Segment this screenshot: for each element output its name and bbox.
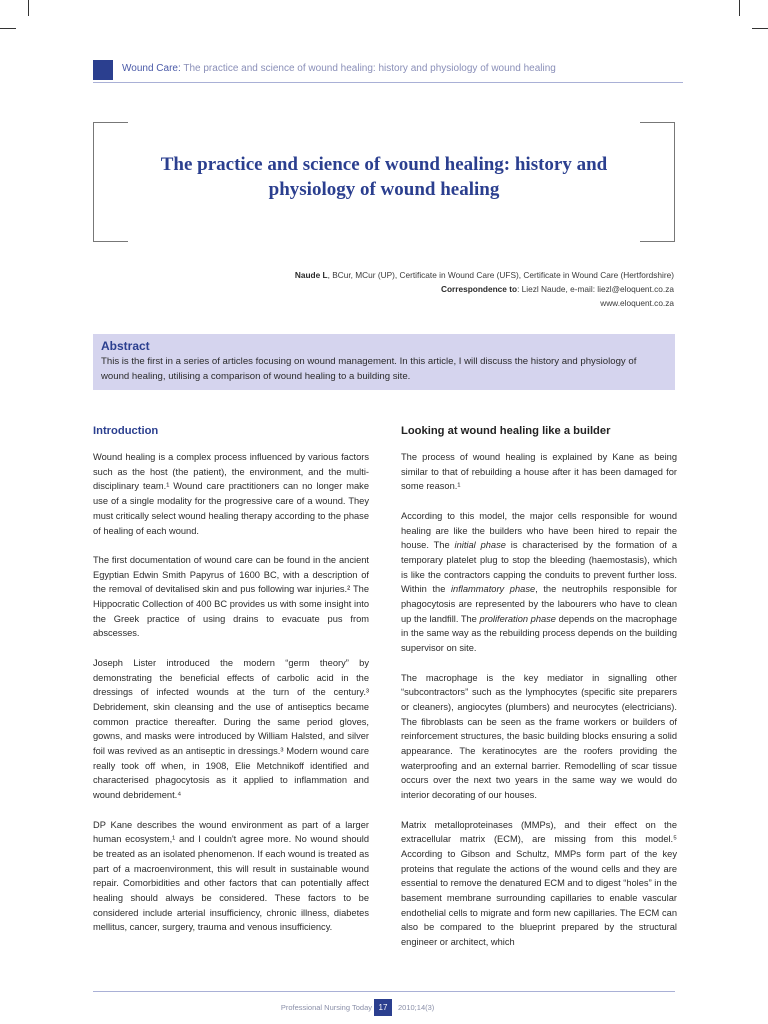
paragraph: Joseph Lister introduced the modern “germ theory” by demonstrating the beneficial effects of carbolic acid in the dressings of infected wounds at the turn of the century.³ Debridement, skin cleansing and the use of antiseptics became common practice thereafter. During the same period gloves, gowns, and masks were introduced by William Halsted, and silver foil was revived as an antiseptic in dressings.³ Modern wound care really took off when, in 1908, Elie Metchnikoff identified and characterised phagocytosis as it applied to inflammation and wound debridement.⁴ <box>93 657 369 801</box>
running-head-title: The practice and science of wound healing: history and physiology of wound healing <box>183 63 556 74</box>
running-head-lead: Wound Care: <box>122 63 181 74</box>
website-link[interactable]: www.eloquent.co.za <box>600 298 674 308</box>
term-initial-phase: initial phase <box>454 540 506 551</box>
page-footer <box>0 999 768 1019</box>
article-title: The practice and science of wound healing: history and physiology of wound healing <box>160 154 608 200</box>
title-box <box>93 122 675 240</box>
paragraph: The process of wound healing is explained by Kane as being similar to that of rebuilding a house after it has been damaged for some reason.¹ <box>401 452 677 492</box>
paragraph: DP Kane describes the wound environment as part of a larger human ecosystem,¹ and I couldn't agree more. No wound should be treated as an isolated phenomenon. If each wound is treated as part of a macroenvironment, this will result in sustainable wound repair. Comorbidities and other factors that can potentially affect healing should always be considered. These factors to be considered include arterial insufficiency, chronic illness, diabetes mellitus, cancer, surgery, trauma and venous insufficiency. <box>93 819 369 933</box>
right-column <box>401 422 677 965</box>
author-name: Naude L <box>294 270 328 280</box>
paragraph: Wound healing is a complex process influenced by various factors such as the host (the patient), the environment, and the multi-disciplinary team.¹ Wound care practitioners can no longer make use of a single modality for the progressive care of a wound. They must critically select wound healing therapy according to the phase of healing of each wound. <box>93 452 369 536</box>
paragraph: The first documentation of wound care can be found in the ancient Egyptian Edwin Smith Papyrus of 1600 BC, with a description of the removal of devitalised skin and pus following war injuries.² The Hippocratic Collection of 400 BC provides us with some insight into the Greek practice of using drains to evacuate pus from abscesses. <box>93 554 369 639</box>
abstract-box <box>93 334 675 390</box>
paragraph: Matrix metalloproteinases (MMPs), and their effect on the extracellular matrix (ECM), are missing from this model.⁵ According to Gibson and Schultz, MMPs form part of the key proteins that regulate the actions of the wound cells and they are essential to remove the denatured ECM and to digest “holes” in the basement membrane surrounding capillaries to enable vascular endothelial cells to migrate and form new capillaries. The ECM can also be compared to the blueprint prepared by the structural engineer or architect, which <box>401 819 677 948</box>
term-proliferation-phase: proliferation phase <box>479 613 556 624</box>
correspondence-line <box>295 282 674 296</box>
page-number: 17 <box>374 999 392 1016</box>
author-byline <box>295 268 674 310</box>
crop-mark <box>739 0 740 16</box>
left-column <box>93 422 369 950</box>
paragraph: The macrophage is the key mediator in signalling other “subcontractors” such as the lymphocytes (specific site preparers or cleaners), angiocytes (plumbers) and neurocytes (electricians). The fibroblasts can be seen as the frame workers or builders of reinforcement structures, the basic building blocks ensuring a solid appearance. The keratinocytes are the roofers providing the waterproofing and an external barrier. Remodelling of scar tissue occurs over the next two years in the same way we would do interior decorating of our houses. <box>401 672 677 801</box>
builder-heading: Looking at wound healing like a builder <box>401 425 611 437</box>
title-bracket-right <box>640 122 675 242</box>
correspondence-email[interactable]: : Liezl Naude, e-mail: liezl@eloquent.co.za <box>517 284 674 294</box>
crop-mark <box>752 28 768 29</box>
running-head-text <box>122 63 556 74</box>
journal-name: Professional Nursing Today <box>280 1003 372 1012</box>
abstract-text: This is the first in a series of articles focusing on wound management. In this article, I will discuss the history and physiology of wound healing, utilising a comparison of wound healing to a building site. <box>101 356 637 382</box>
term-inflammatory-phase: inflammatory phase <box>450 584 536 595</box>
author-line <box>295 268 674 282</box>
introduction-heading: Introduction <box>93 425 159 437</box>
header-rule <box>93 82 683 83</box>
section-marker-square <box>93 60 113 80</box>
footer-rule <box>93 991 675 992</box>
abstract-heading: Abstract <box>101 339 150 353</box>
crop-mark <box>0 28 16 29</box>
paragraph: According to this model, the major cells responsible for wound healing are like the builders who have been hired to repair the house. The initial phase is characterised by the formation of a temporary platelet plug to stop the bleeding (haemostasis), which is like the contractors capping the conduits to prevent further loss. Within the inflammatory phase, the neutrophils responsible for phagocytosis are represented by the labourers who have to clean up the landfill. The proliferation phase depends on the macrophage in the same way as the rebuilding process depends on the building supervisor on site. <box>401 510 678 654</box>
author-credentials: , BCur, MCur (UP), Certificate in Wound Care (UFS), Certificate in Wound Care (Hertfordshire) <box>327 270 674 280</box>
correspondence-label: Correspondence to <box>440 284 518 294</box>
running-head <box>93 60 683 82</box>
volume-info: 2010;14(3) <box>398 1003 435 1012</box>
crop-mark <box>28 0 29 16</box>
